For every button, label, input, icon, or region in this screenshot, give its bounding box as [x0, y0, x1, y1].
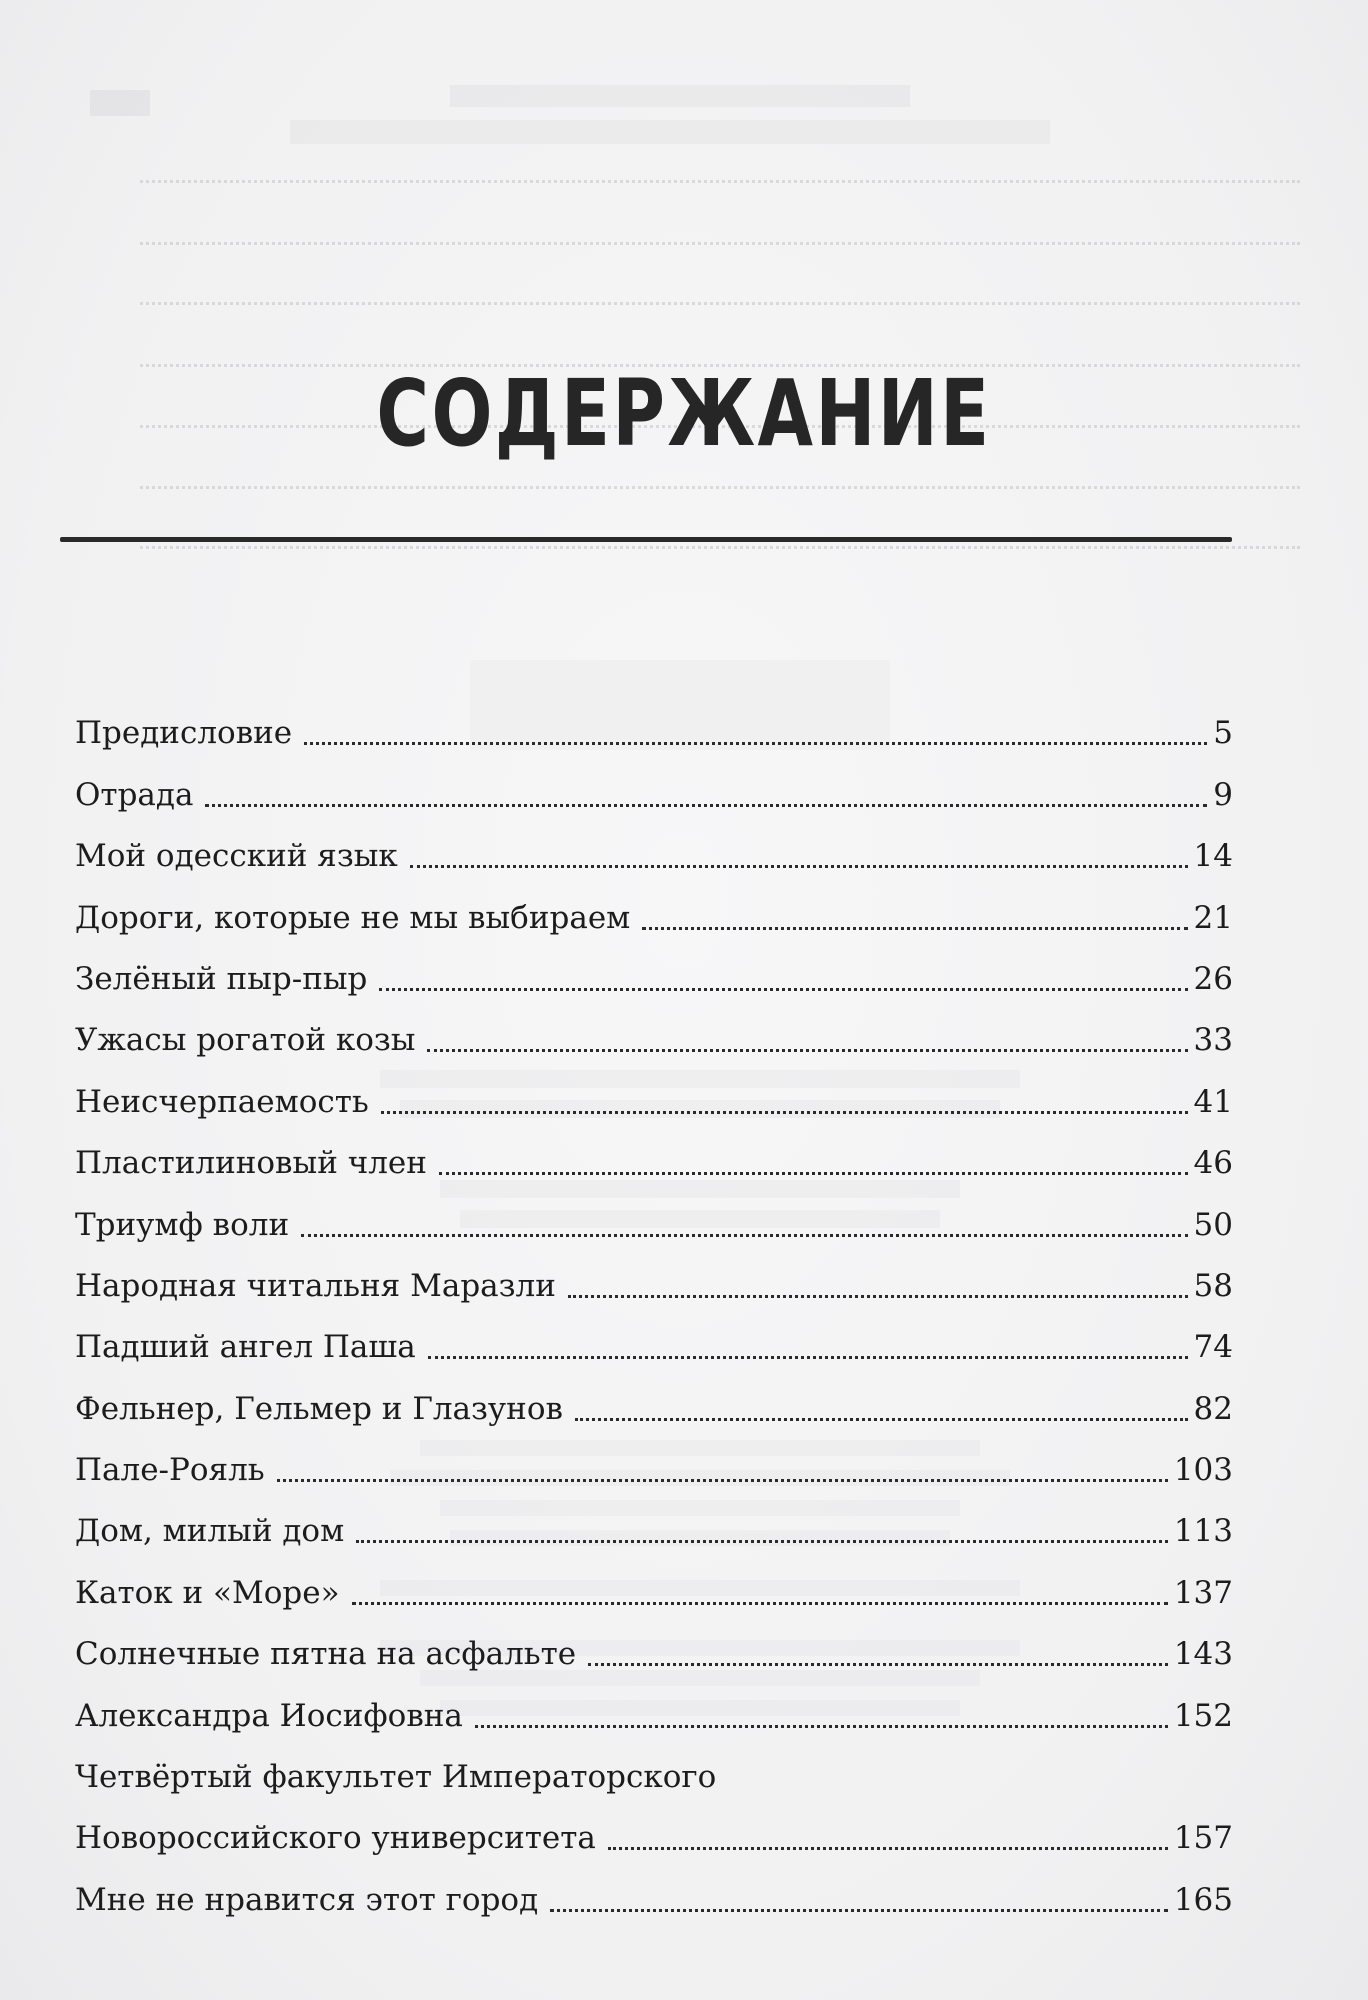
toc-entry[interactable] — [75, 940, 1233, 1001]
show-through — [60, 80, 1310, 600]
toc-entry-title: Пале-Рояль — [75, 1452, 265, 1489]
toc-entry-page: 74 — [1193, 1329, 1233, 1366]
dot-leader — [568, 1295, 1188, 1298]
toc-entry-page: 14 — [1193, 838, 1233, 875]
toc-entry-page: 26 — [1193, 960, 1233, 997]
dot-leader — [410, 865, 1188, 868]
toc-entry-title: Предисловие — [75, 715, 293, 752]
toc-entry[interactable] — [75, 1247, 1233, 1308]
toc-entry[interactable] — [75, 755, 1233, 816]
toc-entry[interactable] — [75, 878, 1233, 939]
dot-leader — [588, 1663, 1168, 1666]
page-title: СОДЕРЖАНИЕ — [376, 360, 992, 467]
toc-entry[interactable] — [75, 1308, 1233, 1369]
toc-entry-page: 21 — [1193, 899, 1233, 936]
dot-leader — [608, 1847, 1168, 1850]
toc-entry-title: Каток и «Море» — [75, 1574, 340, 1611]
dot-leader — [428, 1356, 1188, 1359]
toc-entry-page: 5 — [1213, 715, 1233, 752]
dot-leader — [205, 804, 1207, 807]
toc-entry-page: 46 — [1193, 1145, 1233, 1182]
toc-entry-page: 165 — [1173, 1881, 1233, 1918]
toc-entry[interactable] — [75, 694, 1233, 755]
toc-entry-title: Неисчерпаемость — [75, 1083, 369, 1120]
toc-entry-title: Мне не нравится этот город — [75, 1881, 539, 1918]
toc-entry[interactable] — [75, 1492, 1233, 1553]
title-divider — [60, 537, 1232, 542]
toc-entry[interactable] — [75, 1860, 1233, 1921]
toc-entry-title: Народная читальня Маразли — [75, 1267, 556, 1304]
dot-leader — [550, 1909, 1168, 1912]
toc-entry-title: Новороссийского университета — [75, 1820, 596, 1857]
toc-entry[interactable] — [75, 1185, 1233, 1246]
toc-entry-title: Триумф воли — [75, 1206, 290, 1243]
dot-leader — [381, 1111, 1188, 1114]
dot-leader — [475, 1725, 1168, 1728]
table-of-contents — [75, 694, 1233, 1922]
toc-entry[interactable] — [75, 1124, 1233, 1185]
dot-leader — [379, 988, 1187, 991]
dot-leader — [642, 927, 1187, 930]
toc-entry[interactable] — [75, 1676, 1233, 1737]
toc-entry-title: Фельнер, Гельмер и Глазунов — [75, 1390, 563, 1427]
toc-entry[interactable] — [75, 1799, 1233, 1860]
dot-leader — [352, 1602, 1168, 1605]
toc-entry[interactable] — [75, 1553, 1233, 1614]
toc-entry-title: Дом, милый дом — [75, 1513, 345, 1550]
toc-entry-title: Зелёный пыр-пыр — [75, 960, 368, 997]
toc-entry-page: 50 — [1193, 1206, 1233, 1243]
toc-entry-page: 41 — [1193, 1083, 1233, 1120]
toc-entry-page: 9 — [1213, 776, 1233, 813]
toc-entry-title: Солнечные пятна на асфальте — [75, 1636, 577, 1673]
toc-entry[interactable] — [75, 1431, 1233, 1492]
toc-entry-title: Отрада — [75, 776, 194, 813]
dot-leader — [356, 1540, 1168, 1543]
toc-entry-page: 103 — [1173, 1452, 1233, 1489]
dot-leader — [304, 742, 1207, 745]
toc-entry-page: 152 — [1173, 1697, 1233, 1734]
toc-entry-page: 113 — [1173, 1513, 1233, 1550]
dot-leader — [575, 1418, 1188, 1421]
toc-entry-title: Мой одесский язык — [75, 838, 398, 875]
toc-entry-page: 143 — [1173, 1636, 1233, 1673]
dot-leader — [427, 1049, 1187, 1052]
toc-entry[interactable] — [75, 1062, 1233, 1123]
toc-entry[interactable] — [75, 817, 1233, 878]
dot-leader — [277, 1479, 1168, 1482]
toc-entry-title: Дороги, которые не мы выбираем — [75, 899, 631, 936]
toc-entry[interactable] — [75, 1001, 1233, 1062]
toc-entry-page: 137 — [1173, 1574, 1233, 1611]
toc-entry-page: 82 — [1193, 1390, 1233, 1427]
toc-entry-title: Пластилиновый член — [75, 1145, 427, 1182]
toc-entry-title: Ужасы рогатой козы — [75, 1022, 416, 1059]
toc-entry[interactable] — [75, 1369, 1233, 1430]
toc-entry-title: Четвёртый факультет Императорского — [75, 1759, 717, 1796]
toc-entry-first-line[interactable] — [75, 1738, 1233, 1799]
toc-entry-title: Падший ангел Паша — [75, 1329, 416, 1366]
toc-entry[interactable] — [75, 1615, 1233, 1676]
toc-entry-page: 33 — [1193, 1022, 1233, 1059]
toc-entry-title: Александра Иосифовна — [75, 1697, 463, 1734]
toc-entry-page: 58 — [1193, 1267, 1233, 1304]
dot-leader — [439, 1172, 1188, 1175]
toc-entry-page: 157 — [1173, 1820, 1233, 1857]
dot-leader — [301, 1234, 1187, 1237]
